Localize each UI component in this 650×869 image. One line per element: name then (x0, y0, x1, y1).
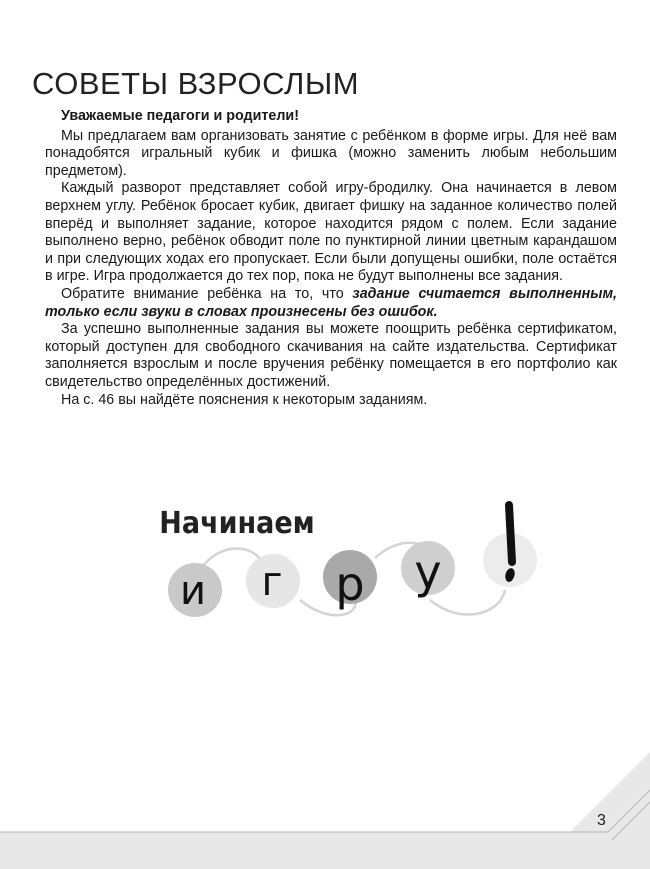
paragraph: На с. 46 вы найдёте пояснения к некоторым заданиям. (61, 391, 428, 408)
banner-title: Начинаем (159, 505, 315, 541)
paragraph: За успешно выполненные задания вы можете поощрить ребёнка сертификатом, который доступен для свободного скачивания на сайте издательства. Сертификат заполняется взрослым и после вручения ребёнку помещается в его портфолио как свидетельство определённых достижений. (45, 321, 617, 390)
corner-triangle (570, 752, 650, 832)
footer-band (0, 832, 650, 869)
page-number: 3 (597, 812, 606, 829)
page-title: СОВЕТЫ ВЗРОСЛЫМ (32, 66, 360, 101)
exclamation-mark (509, 505, 512, 562)
paragraph: Мы предлагаем вам организовать занятие с ребёнком в форме игры. Для неё вам понадобятся игральный кубик и фишка (можно заменить любым небольшим предметом). (45, 127, 617, 179)
bead-letter: у (414, 545, 442, 599)
paragraph-text: Обратите внимание ребёнка на то, что (61, 285, 353, 302)
greeting: Уважаемые педагоги и родители! (61, 108, 299, 124)
emphasis-text: задание считается выполненным, только если звуки в словах произнесены без ошибок. (45, 285, 617, 320)
bead-letter: и (180, 568, 206, 614)
bead-letter: г (261, 559, 283, 605)
bead-letter: р (335, 557, 365, 611)
paragraph: Каждый разворот представляет собой игру-бродилку. Она начинается в левом верхнем углу. Ребёнок бросает кубик, двигает фишку на заданное количество полей вперёд и выполняет задание, которое находится рядом с полем. Если задание выполнено верно, ребёнок обводит поле по пунктирной линии цветным карандашом и при следующих ходах его пропускает. Если были допущены ошибки, поле остаётся в игре. Игра продолжается до тех пор, пока не будут выполнены все задания. (45, 180, 617, 285)
